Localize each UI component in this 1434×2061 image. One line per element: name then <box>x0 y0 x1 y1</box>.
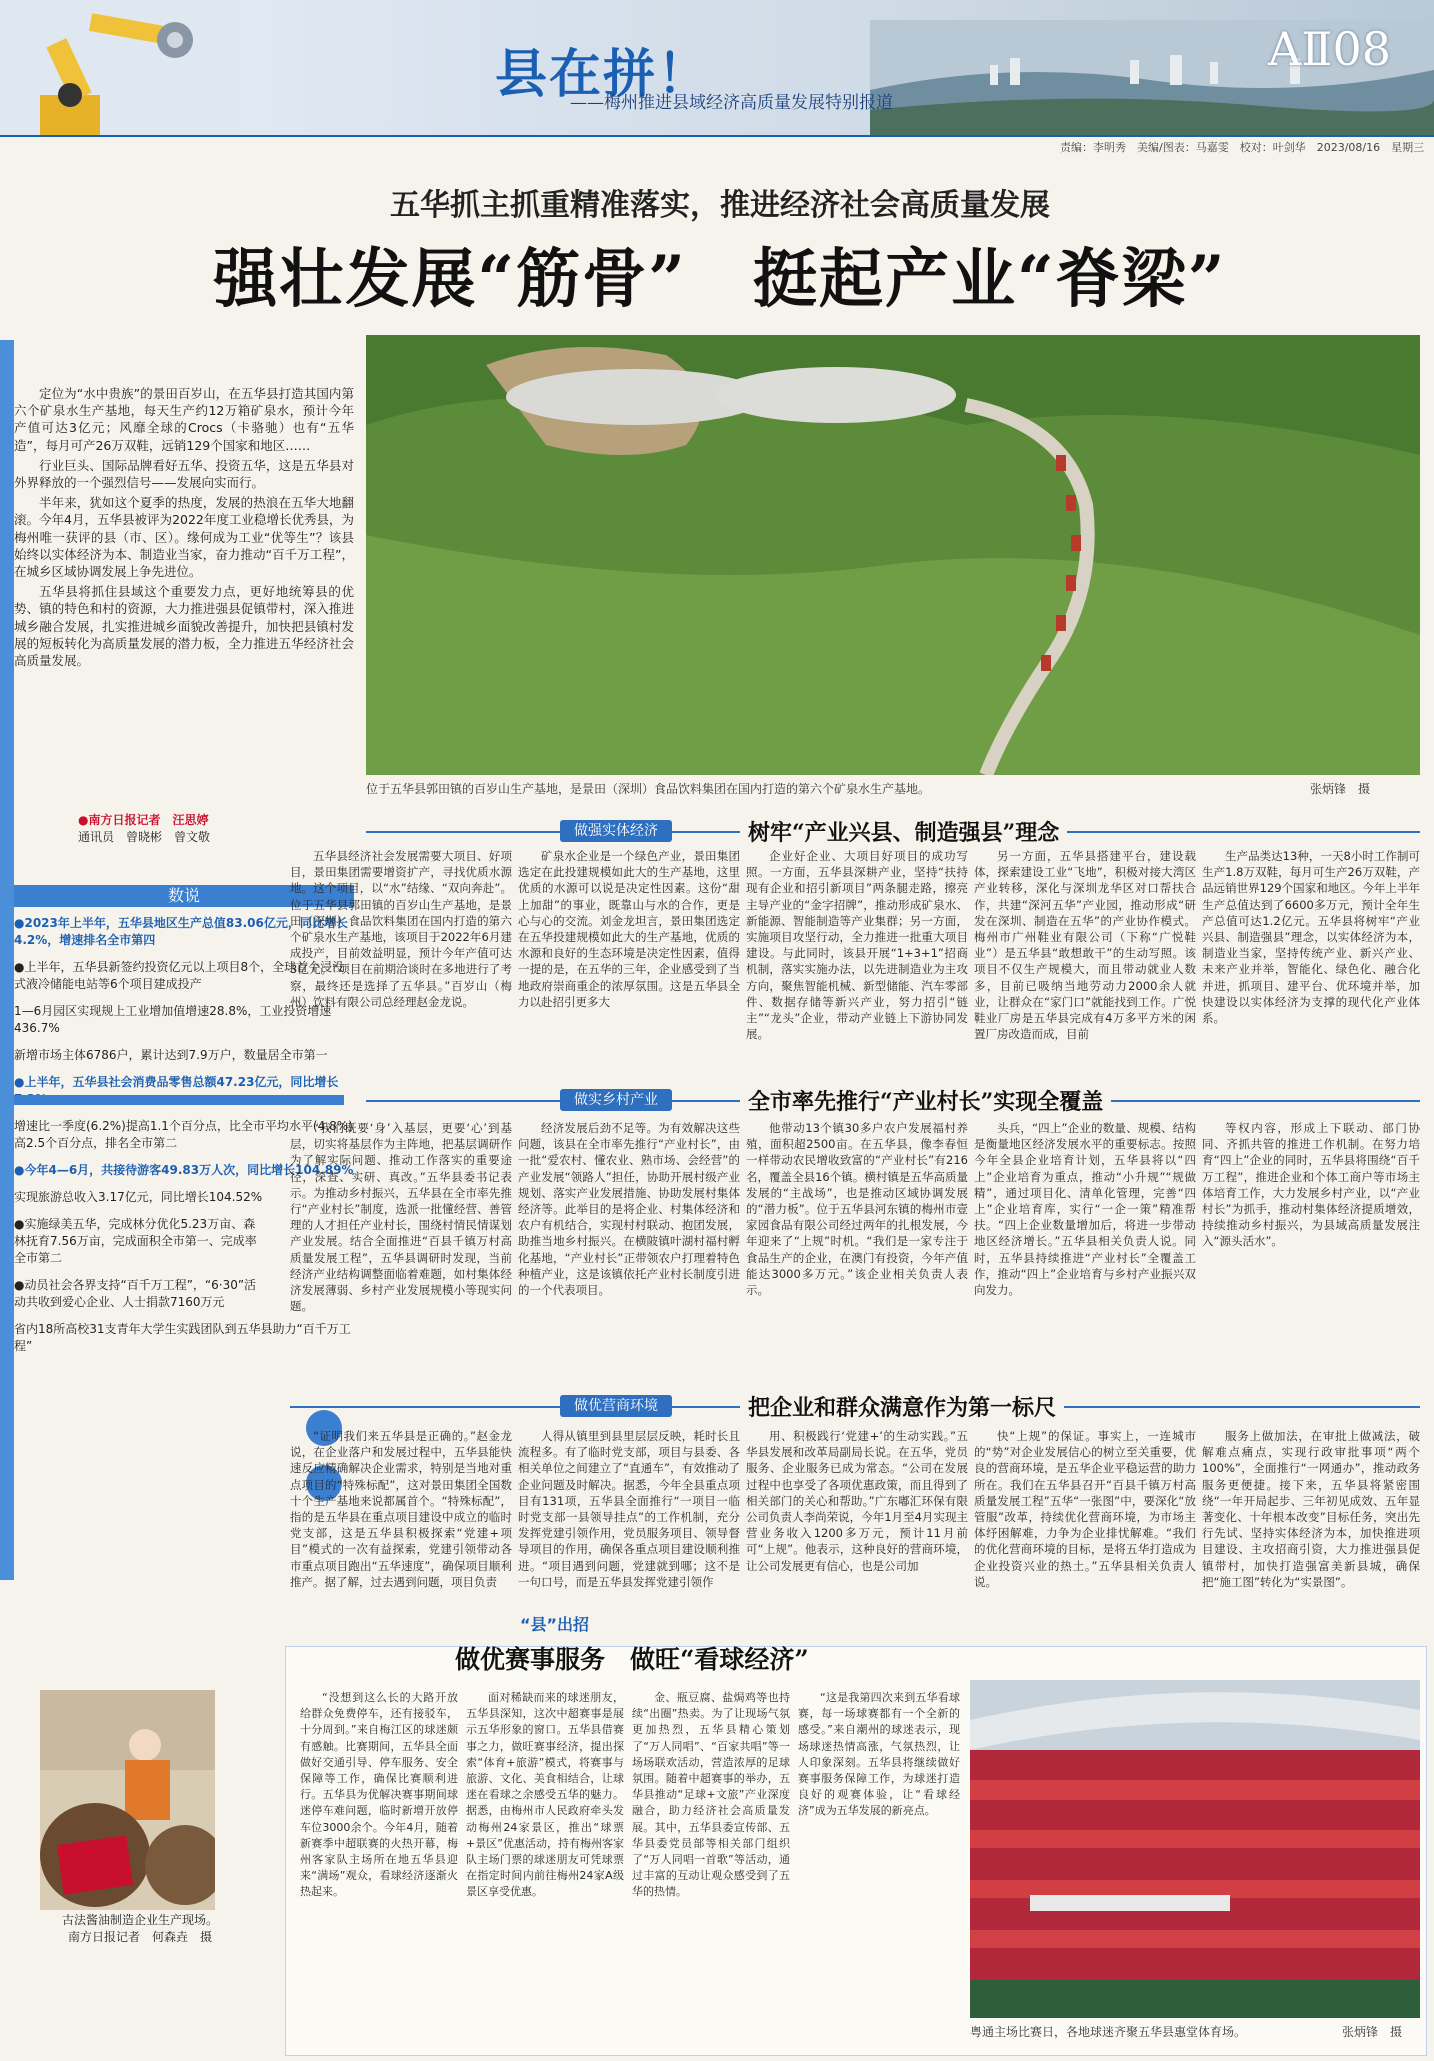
stat-item: 增速比一季度(6.2%)提高1.1个百分点，比全市平均水平(4.8%)高2.5个百分点，排名全市第二 <box>14 1119 353 1150</box>
lead-byline <box>78 812 210 846</box>
main-photo-caption: 位于五华县郭田镇的百岁山生产基地，是景田（深圳）食品饮料集团在国内打造的第六个矿泉水生产基地。 <box>366 782 931 796</box>
side-photo-credit: 南方日报记者 何森垚 摄 <box>67 1930 212 1944</box>
section-tag-real-economy: 做强实体经济 <box>560 820 672 842</box>
masthead-subtitle: ——梅州推进县域经济高质量发展特别报道 <box>570 93 893 113</box>
lead-article <box>14 385 354 672</box>
main-photo-credit: 张炳锋 摄 <box>1310 782 1371 796</box>
article-column <box>290 1120 512 1380</box>
feature-column <box>798 1690 960 2030</box>
article-column <box>290 1428 512 1603</box>
article-column <box>1202 1428 1420 1603</box>
stat-item: 1—6月园区实现规上工业增加值增速28.8%，工业投资增速436.7% <box>14 1004 332 1035</box>
article-column <box>1202 848 1420 1106</box>
factory-aerial-photo <box>366 335 1420 775</box>
feature-column <box>632 1690 790 2030</box>
article-column <box>518 1120 740 1380</box>
section-heading: 把企业和群众满意作为第一标尺 <box>740 1391 1064 1422</box>
kicker-headline: 五华抓主抓重精准落实，推进经济社会高质量发展 <box>390 188 1050 223</box>
stat-item: ●实施绿美五华，完成林分优化5.23万亩、森林抚育7.56万亩，完成面积全市第一、完成率全市第二 <box>14 1217 257 1265</box>
stadium-photo-credit: 张炳锋 摄 <box>1342 2025 1403 2039</box>
paragraph: “这是我第四次来到五华看球赛，每一场球赛都有一个全新的感受。”来自潮州的球迷表示，现场球迷热情高涨，气氛热烈，让人印象深刻。五华县将继续做好赛事服务保障工作，为球迷打造良好的观赛体验，让“看球经济”成为五华发展的新亮点。 <box>798 1691 960 1818</box>
feature-title: 做优赛事服务 做旺“看球经济” <box>455 1645 809 1674</box>
stat-item: ●上半年，五华县社会消费品零售总额47.23亿元，同比增长 <box>14 1075 339 1089</box>
stadium-crowd-photo <box>970 1680 1420 2018</box>
byline-reporter: ●南方日报记者 汪思婷 <box>78 813 209 827</box>
feature-label: “县”出招 <box>520 1615 590 1634</box>
section-heading: 全市率先推行“产业村长”实现全覆盖 <box>740 1085 1111 1116</box>
paragraph: 面对稀缺而来的球迷朋友，五华县深知，这次中超赛事是展示五华形象的窗口。五华县借赛事之力，做旺赛事经济，提出探索“体育+旅游”模式，将赛事与旅游、文化、美食相结合，让球迷在看球之余感受五华的魅力。据悉，由梅州市人民政府牵头发动梅州24家景区，推出“球票+景区”优惠活动，持有梅州客家队主场门票的球迷朋友可凭球票在指定时间内前往梅州24家A级景区享受优惠。 <box>466 1691 624 1899</box>
side-photo-caption-text: 古法酱油制造企业生产现场。 <box>61 1913 218 1927</box>
section-heading: 树牢“产业兴县、制造强县”理念 <box>740 816 1067 847</box>
lead-paragraph: 定位为“水中贵族”的景田百岁山，在五华县打造其国内第六个矿泉水生产基地，每天生产约12万箱矿泉水，预计今年产值可达3亿元；风靡全球的Crocs（卡骆驰）也有“五华造”，每月可产26万双鞋，远销129个国家和地区…… <box>14 386 354 453</box>
article-column <box>518 848 740 1106</box>
article-column <box>746 1120 968 1380</box>
paragraph: 五华县经济社会发展需要大项目、好项目，景田集团需要增资扩产，寻找优质水源地。这个项目，以“水”结缘、“双向奔赴”。位于五华县郭田镇的百岁山生产基地，是景田（深圳）食品饮料集团在国内打造的第六个矿泉水生产基地，该项目于2022年6月建成投产，目前效益明显，预计今年产值可达3亿元。“项目在前期洽谈时在多地进行了考察，最终还是选择了五华县。”百岁山（梅州）饮料有限公司总经理赵金龙说。 <box>290 849 512 1009</box>
feature-column <box>300 1690 458 2030</box>
paragraph: 矿泉水企业是一个绿色产业，景田集团选定在此投建规模如此大的生产基地，这里优质的水源可以说是决定性因素。这份“甜上加甜”的事业，既靠山与水的合作，更是心与心的交流。刘金龙坦言，景田集团选定在五华投建规模如此大的生产基地，优质的水源和良好的生态环境是决定性因素，值得一提的是，在五华的三年，企业感受到了当地政府崇商重企的浓厚氛围。这是五华县全力以赴招引更多大 <box>518 849 740 1009</box>
stat-item: ●上半年，五华县新签约投资亿元以上项目8个，全球首个浸没式液冷储能电站等6个项目建成投产 <box>14 960 345 991</box>
article-column <box>974 848 1196 1106</box>
section-tag-business-environment: 做优营商环境 <box>560 1395 672 1417</box>
stadium-photo-caption: 粤通主场比赛日，各地球迷齐聚五华县惠堂体育场。 <box>970 2025 1247 2039</box>
soy-sauce-factory-photo <box>40 1690 215 1910</box>
paragraph: 生产品类达13种，一天8小时工作制可生产1.8万双鞋，每月可生产26万双鞋，产品远销世界129个国家和地区。今年上半年生产总值达到了6600多万元，预计全年生产总值可达1.2亿元。五华县将树牢“产业兴县、制造强县”理念，以实体经济为本，制造业当家，坚持传统产业、新兴产业、未来产业并举，智能化、绿色化、融合化并进，抓项目、建平台、优环境并举，加快建设以实体经济为支撑的现代化产业体系。 <box>1202 849 1420 1026</box>
main-headline: 强壮发展“筋骨” 挺起产业“脊梁” <box>213 242 1227 317</box>
byline-correspondents: 通讯员 曾晓彬 曾文敬 <box>78 830 211 844</box>
paragraph: 服务上做加法，在审批上做减法，破解难点痛点，实现行政审批事项“两个100%”，全面推行“一网通办”，推动政务服务更便捷。接下来，五华县将紧密围绕“一年开局起步、三年初见成效、五年显著变化、十年根本改变”目标任务，突出先行先试、坚持实体经济为本，加快推进项目建设、主攻招商引资，大力推进强县促镇带村，加快打造强富美新县城，确保把“施工图”转化为“实景图”。 <box>1202 1429 1420 1589</box>
robot-arm-illustration <box>0 0 240 135</box>
stat-item: ●动员社会各界支持“百千万工程”，“6·30”活动共收到爱心企业、人士捐款7160万元 <box>14 1278 257 1309</box>
stat-item: ●今年4—6月，共接待游客49.83万人次，同比增长104.89% <box>14 1163 354 1177</box>
paragraph: 头兵，“四上”企业的数量、规模、结构是衡量地区经济发展水平的重要标志。按照今年全县企业培育计划，五华县将以“四上”企业培育为重点，推动“小升规”“规做精”，通过项目化、清单化管理，完善“四上”企业培育库，实行“一企一策”精准帮扶。“四上企业数量增加后，将进一步带动地区经济增长。”五华县相关负责人说。同时，五华县持续推进“产业村长”全覆盖工作，推动“四上”企业培育与乡村产业振兴双向发力。 <box>974 1121 1196 1298</box>
article-column <box>1202 1120 1420 1380</box>
lead-paragraph: 半年来，犹如这个夏季的热度，发展的热浪在五华大地翻滚。今年4月，五华县被评为2022年度工业稳增长优秀县，为梅州唯一获评的县（市、区）。缘何成为工业“优等生”？该县始终以实体经济为本、制造业当家，奋力推动“百千万工程”，在城乡区域协调发展上争先进位。 <box>14 495 354 580</box>
lead-paragraph: 行业巨头、国际品牌看好五华、投资五华，这是五华县对外界释放的一个强烈信号——发展向实而行。 <box>14 457 354 491</box>
paragraph: 快“上规”的保证。事实上，一连城市的“势”对企业发展信心的树立至关重要，优良的营商环境，是五华企业平稳运营的助力所在。我们在五华县召开“百县千镇万村高质量发展工程”五华“一张图”中，要深化“放管服”改革，持续优化营商环境，为市场主体纾困解难，力争为企业排忧解难。“我们的优化营商环境的目标，是将五华打造成为企业投资兴业的热土。”五华县相关负责人说。 <box>974 1429 1196 1589</box>
masthead <box>0 0 1434 135</box>
page-number: AⅡ08 <box>1268 22 1392 76</box>
lead-paragraph: 五华县将抓住县域这个重要发力点，更好地统筹县的优势、镇的特色和村的资源，大力推进强县促镇带村，深入推进城乡融合发展，扎实推进城乡面貌改善提升，加快把县镇村发展的短板转化为高质量发展的潜力板，全力推进五华经济社会高质量发展。 <box>14 584 354 669</box>
paragraph: 经济发展后劲不足等。为有效解决这些问题，该县在全市率先推行“产业村长”，由一批“爱农村、懂农业、熟市场、会经营”的产业发展“领路人”担任，协助开展村级产业规划、落实产业发展措施、协助发展村集体经济等。此举目的是将企业、村集体经济和农户有机结合，实现村村联动、抱团发展，助推当地乡村振兴。在横陂镇叶湖村福村孵化基地，“产业村长”正带领农户打理着特色种植产业，这是该镇依托产业村长制度引进的一个代表项目。 <box>518 1121 740 1298</box>
paragraph: “没想到这么长的大路开放给群众免费停车，还有接驳车，十分周到。”来自梅江区的球迷颇有感触。比赛期间，五华县全面做好交通引导、停车服务、安全保障等工作，确保比赛顺利进行。五华县为优解决赛事期间球迷停车难问题，临时新增开放停车位3000余个。今年4月，随着新赛季中超联赛的火热开幕，梅州客家队主场所在地五华县迎来“满场”观众，看球经济逐渐火热起来。 <box>300 1691 458 1899</box>
paragraph: 他带动13个镇30多户农户发展福村养殖，面积超2500亩。在五华县，像李春恒一样带动农民增收致富的“产业村长”有216名，覆盖全县16个镇。横村镇是五华高质量发展的“主战场”，也是推动区域协调发展的“潜力板”。位于五华县河东镇的梅州市壹家园食品有限公司经过两年的扎根发展，今年迎来了“上规”时机。“我们是一家专注于食品生产的企业，在澳门有投资，今年产值能达3000多万元。”该企业相关负责人表示。 <box>746 1121 968 1298</box>
editor-credits: 责编：李明秀 美编/图表：马嘉雯 校对：叶剑华 2023/08/16 星期三 <box>1060 141 1425 154</box>
data-panel-title: 数说 <box>14 885 354 907</box>
stat-item: 省内18所高校31支青年大学生实践团队到五华县助力“百千万工程” <box>14 1322 351 1353</box>
masthead-title: 县在拼！ <box>495 44 712 105</box>
paragraph: “我们既要‘身’入基层，更要‘心’到基层，切实将基层作为主阵地，把基层调研作为了解实际问题、推动工作落实的重要途径，深查、实研、真改。”五华县委书记表示。为推动乡村振兴，五华县在全市率先推行“产业村长”制度，选派一批懂经营、善管理的人才担任产业村长，围绕村情民情谋划产业发展。结合全面推进“百县千镇万村高质量发展工程”，五华县调研时发现，当前经济产业结构调整面临着难题，如村集体经济发展薄弱、乡村产业发展规模小等现实问题。 <box>290 1121 512 1314</box>
paragraph: 用、积极践行‘党建+’的生动实践。”五华县发展和改革局副局长说。在五华，党员服务、企业服务已成为常态。“公司在发展过程中也享受了各项优惠政策，而且得到了相关部门的关心和帮助。”广东嘟汇环保有限公司负责人李尚荣说，今年1月至4月实现主营业务收入1200多万元，预计11月前可“上规”。他表示，这种良好的营商环境，让公司发展更有信心，也是公司加 <box>746 1429 968 1573</box>
article-column <box>974 1428 1196 1603</box>
article-column <box>518 1428 740 1603</box>
stat-item: ●2023年上半年，五华县地区生产总值83.06亿元，同比增长4.2%，增速排名全市第四 <box>14 916 348 947</box>
paragraph: 金、瓶豆腐、盐焗鸡等也持续“出圈”热卖。为了让现场气氛更加热烈，五华县精心策划了“万人同唱”、“百家共唱”等一场场联欢活动，营造浓厚的足球氛围。随着中超赛事的举办，五华县推动“足球+文旅”产业深度融合，助力经济社会高质量发展。其中，五华县委宣传部、五华县委党员部等相关部门组织了“万人同唱一首歌”等活动，通过丰富的互动让观众感受到了五华的热情。 <box>632 1691 790 1899</box>
section-tag-rural-industry: 做实乡村产业 <box>560 1089 672 1111</box>
article-column <box>746 1428 968 1603</box>
paragraph: 等权内容，形成上下联动、部门协同、齐抓共管的推进工作机制。在努力培育“四上”企业的同时，五华县将围绕“百千万工程”，推进企业和个体工商户等市场主体培育工作，大力发展乡村产业，以“产业村长”为抓手，推动村集体经济提质增效，持续推动乡村振兴，为县域高质量发展注入“源头活水”。 <box>1202 1121 1420 1249</box>
side-photo-caption <box>40 1912 240 1946</box>
article-column <box>746 848 968 1106</box>
paragraph: 人得从镇里到县里层层反映，耗时长且流程多。有了临时党支部，项目与县委、各相关单位之间建立了“直通车”，有效推动了企业问题及时解决。据悉，今年全县重点项目有131项，五华县全面推行“一项目一临时党支部一县领导挂点”的工作机制，充分发挥党建引领作用，党员服务项目、领导督导项目的作用，确保各重点项目建设顺利推进。“项目遇到问题，党建就到哪；这不是一句口号，而是五华县发挥党建引领作 <box>518 1429 740 1589</box>
article-column <box>290 848 512 1106</box>
article-column <box>974 1120 1196 1380</box>
stat-item: 新增市场主体6786户，累计达到7.9万户，数量居全市第一 <box>14 1048 328 1062</box>
paragraph: 另一方面，五华县搭建平台，建设载体，探索建设工业“飞地”，积极对接大湾区产业转移，深化与深圳龙华区对口帮扶合作，共建“深河五华”产业园，推动形成“研发在深圳、制造在五华”的产业协作模式。梅州市广州鞋业有限公司（下称“广悦鞋业”）是五华县“敢想敢干”的生动写照。该项目不仅生产规模大，而且带动就业人数多，目前已吸纳当地劳动力2000余人就业，让群众在“家门口”就能找到工作。广悦鞋业厂房是五华县完成有4万多平方米的闲置厂房改造而成，目前 <box>974 849 1196 1042</box>
paragraph: 企业好企业、大项目好项目的成功写照。一方面，五华县深耕产业，坚持“扶持现有企业和招引新项目”两条腿走路，擦亮主导产业的“金字招牌”，推动形成矿泉水、新能源、智能制造等产业集群；另一方面，实施项目攻坚行动，全力推进一批重大项目建设。与此同时，该县开展“1+3+1”招商机制，落实实施办法，以先进制造业为主攻方向，聚焦智能机械、新型储能、汽车零部件、数据存储等新兴产业，努力招引“链主”“龙头”企业，带动产业链上下游协同发展。 <box>746 849 968 1042</box>
masthead-rule <box>0 135 1434 137</box>
paragraph: “证明我们来五华县是正确的。”赵金龙说，在企业落户和发展过程中，五华县能快速反应精确解决企业需求，特别是当地对重点项目的“特殊标配”，这对景田集团全国数十个生产基地来说都属首个。“特殊标配”，指的是五华县在重点项目建设中成立的临时党支部，这是五华县积极探索“党建+项目”模式的一次有益探索，党建引领带动各市重点项目跑出“五华速度”，确保项目顺利推产。据了解，过去遇到问题，项目负责 <box>290 1429 512 1589</box>
sidebar-accent-bar <box>0 340 14 1580</box>
feature-column <box>466 1690 624 2030</box>
stat-item: 实现旅游总收入3.17亿元，同比增长104.52% <box>14 1190 263 1204</box>
